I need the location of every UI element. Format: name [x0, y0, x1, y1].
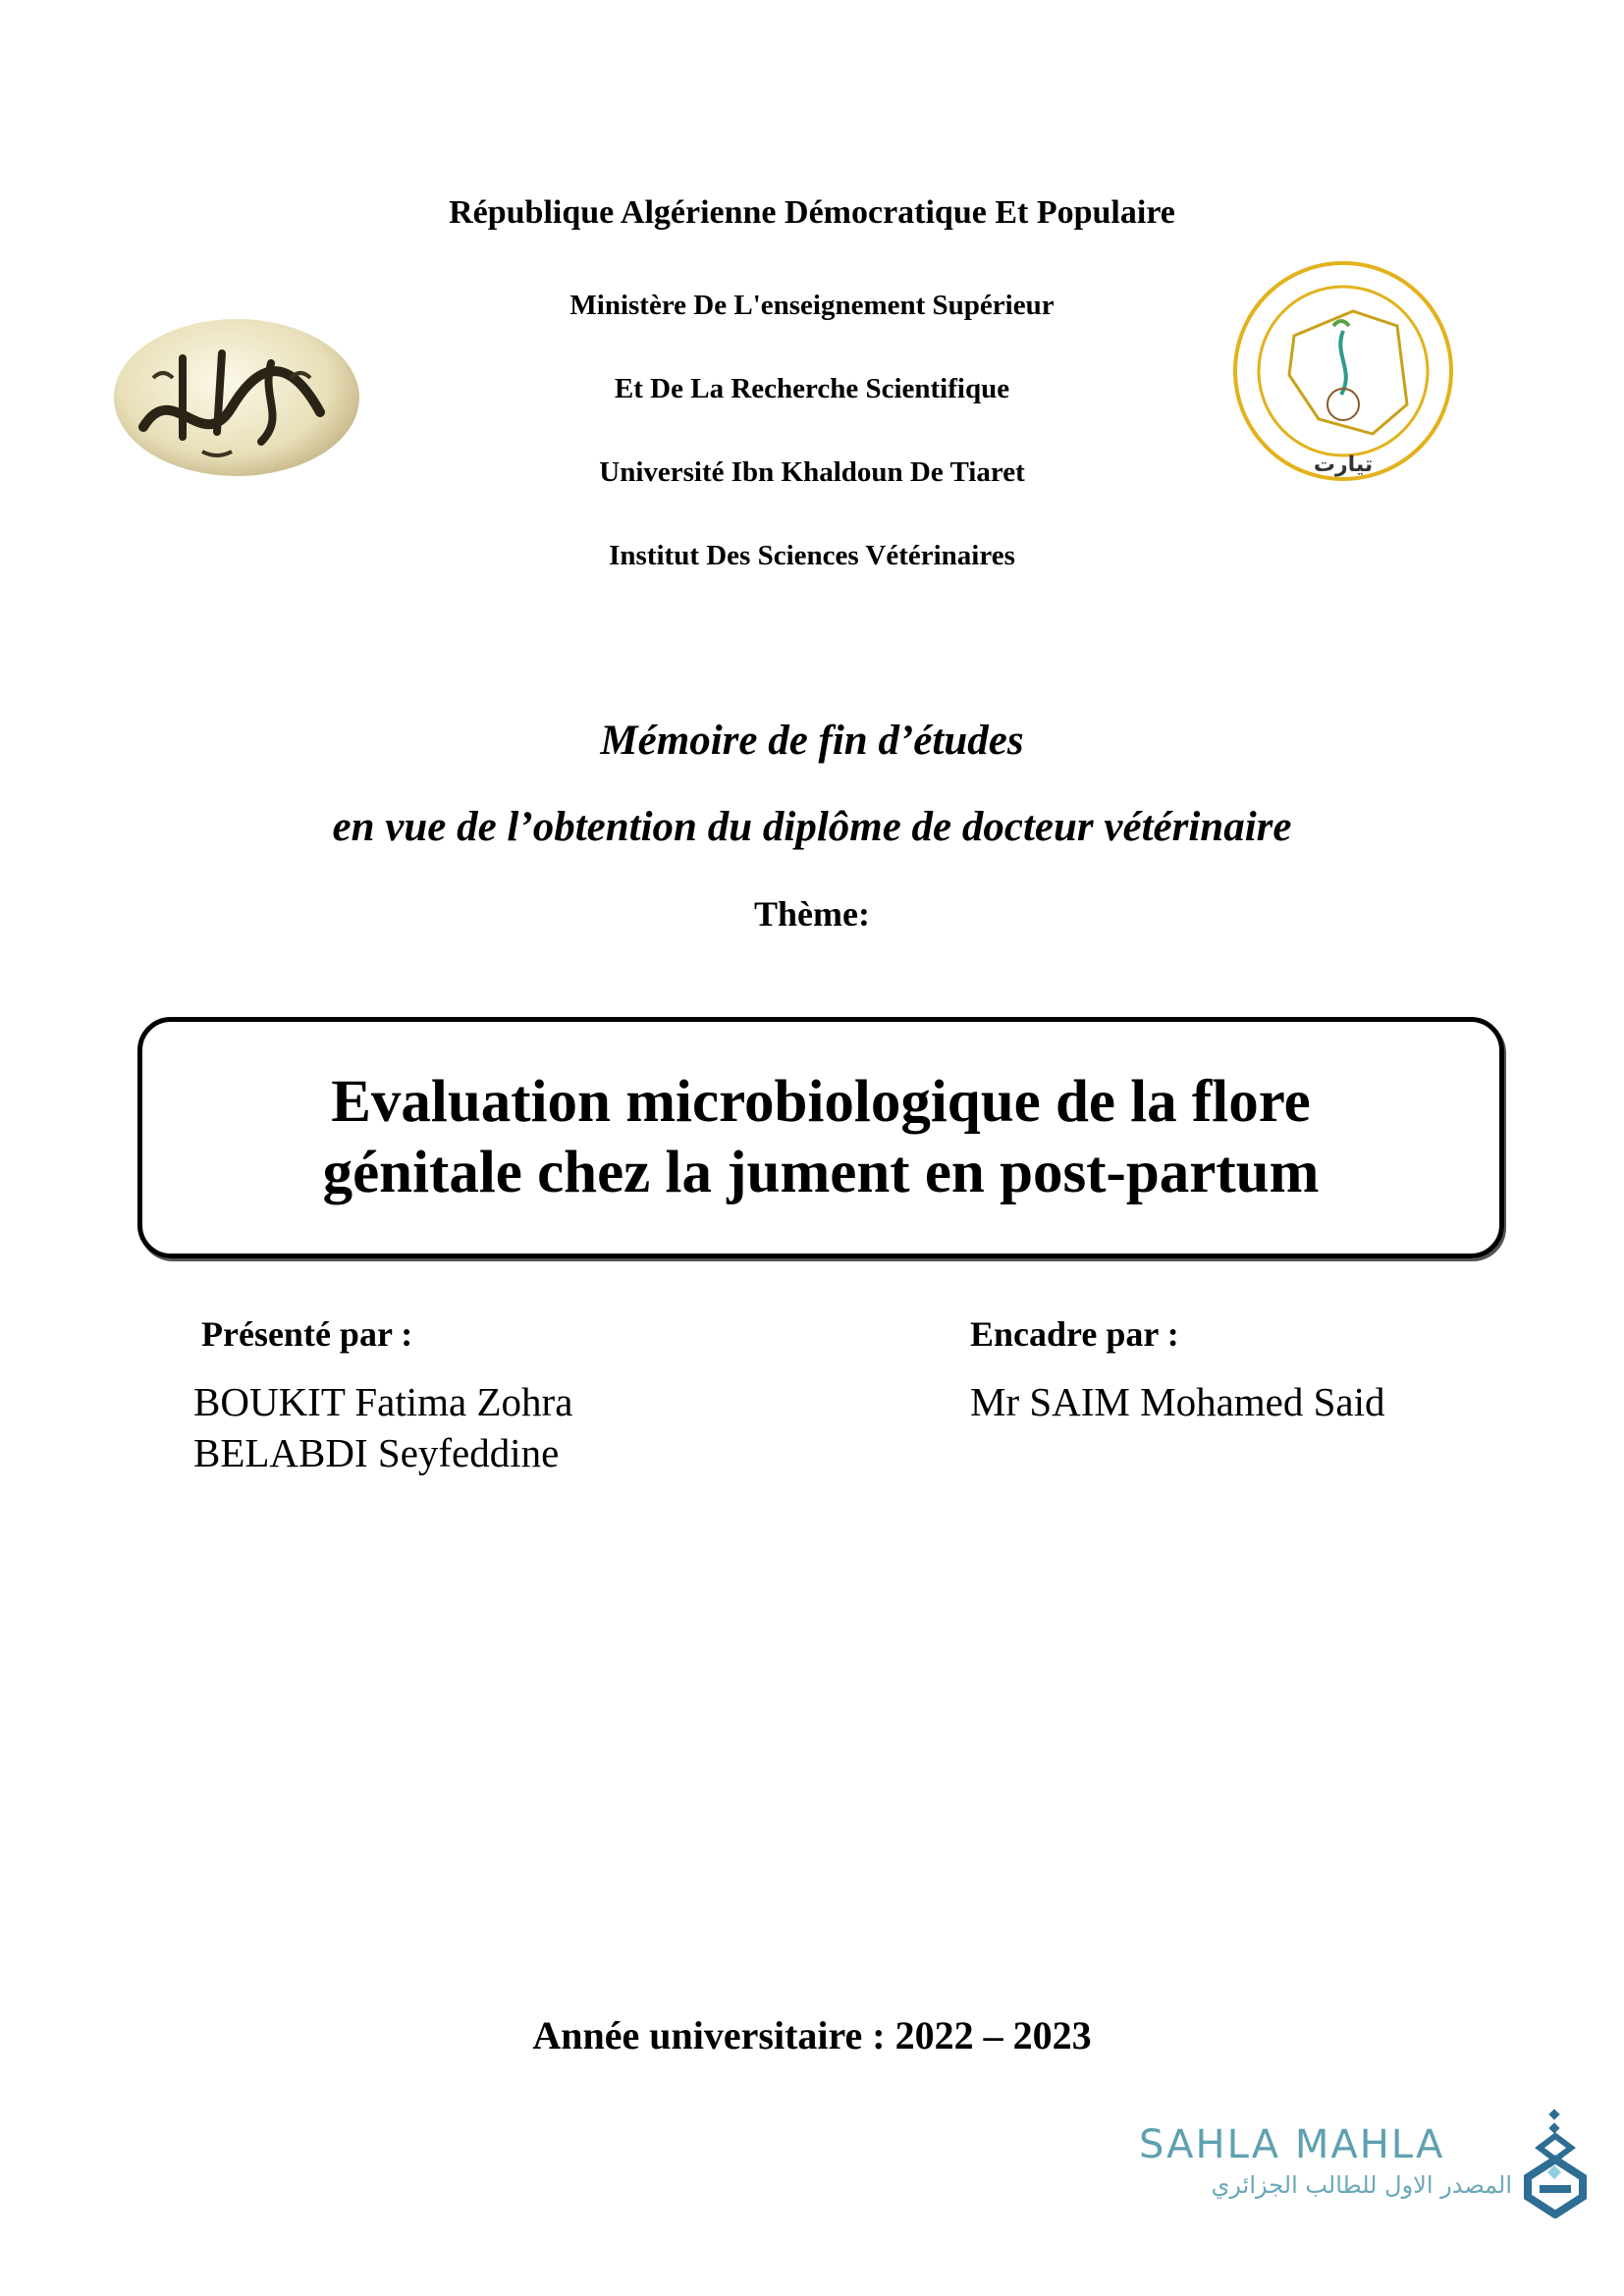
sahla-mahla-logo-icon: [1520, 2109, 1591, 2218]
brand-tagline: المصدر الاول للطالب الجزائري: [1211, 2171, 1512, 2199]
ministry-line-1: Ministère De L'enseignement Supérieur: [569, 290, 1055, 321]
university-logo: [114, 319, 359, 476]
sahla-mahla-watermark: [1139, 2120, 1610, 2218]
student-name-2: BELABDI Seyfeddine: [193, 1430, 560, 1475]
ministry-line-2: Et De La Recherche Scientifique: [614, 373, 1010, 404]
brand-name: SAHLA MAHLA: [1139, 2122, 1445, 2167]
supervisor-label: Encadre par :: [970, 1314, 1179, 1354]
student-name-1: BOUKIT Fatima Zohra: [193, 1379, 573, 1424]
supervisor-name: Mr SAIM Mohamed Said: [970, 1379, 1385, 1424]
memoire-line-2: en vue de l’obtention du diplôme de docteur vétérinaire: [332, 804, 1292, 850]
republic-heading: République Algérienne Démocratique Et Populaire: [449, 194, 1175, 231]
thesis-title-box: [137, 1017, 1504, 1258]
algeria-map-emblem-icon: [1225, 257, 1461, 485]
academic-year: Année universitaire : 2022 – 2023: [532, 2013, 1092, 2057]
svg-text:تيارت: تيارت: [1313, 453, 1374, 477]
memoire-line-1: Mémoire de fin d’études: [600, 718, 1024, 764]
presented-by-label: Présenté par :: [201, 1314, 413, 1354]
institute-name: Institut Des Sciences Vétérinaires: [609, 540, 1015, 571]
theme-label: Thème:: [754, 894, 870, 934]
calligraphy-icon: [114, 319, 359, 476]
university-name: Université Ibn Khaldoun De Tiaret: [599, 456, 1025, 488]
institute-logo: [1225, 257, 1461, 485]
thesis-title-line-1: Evaluation microbiologique de la flore: [331, 1069, 1311, 1136]
thesis-title-line-2: génitale chez la jument en post-partum: [322, 1140, 1320, 1205]
